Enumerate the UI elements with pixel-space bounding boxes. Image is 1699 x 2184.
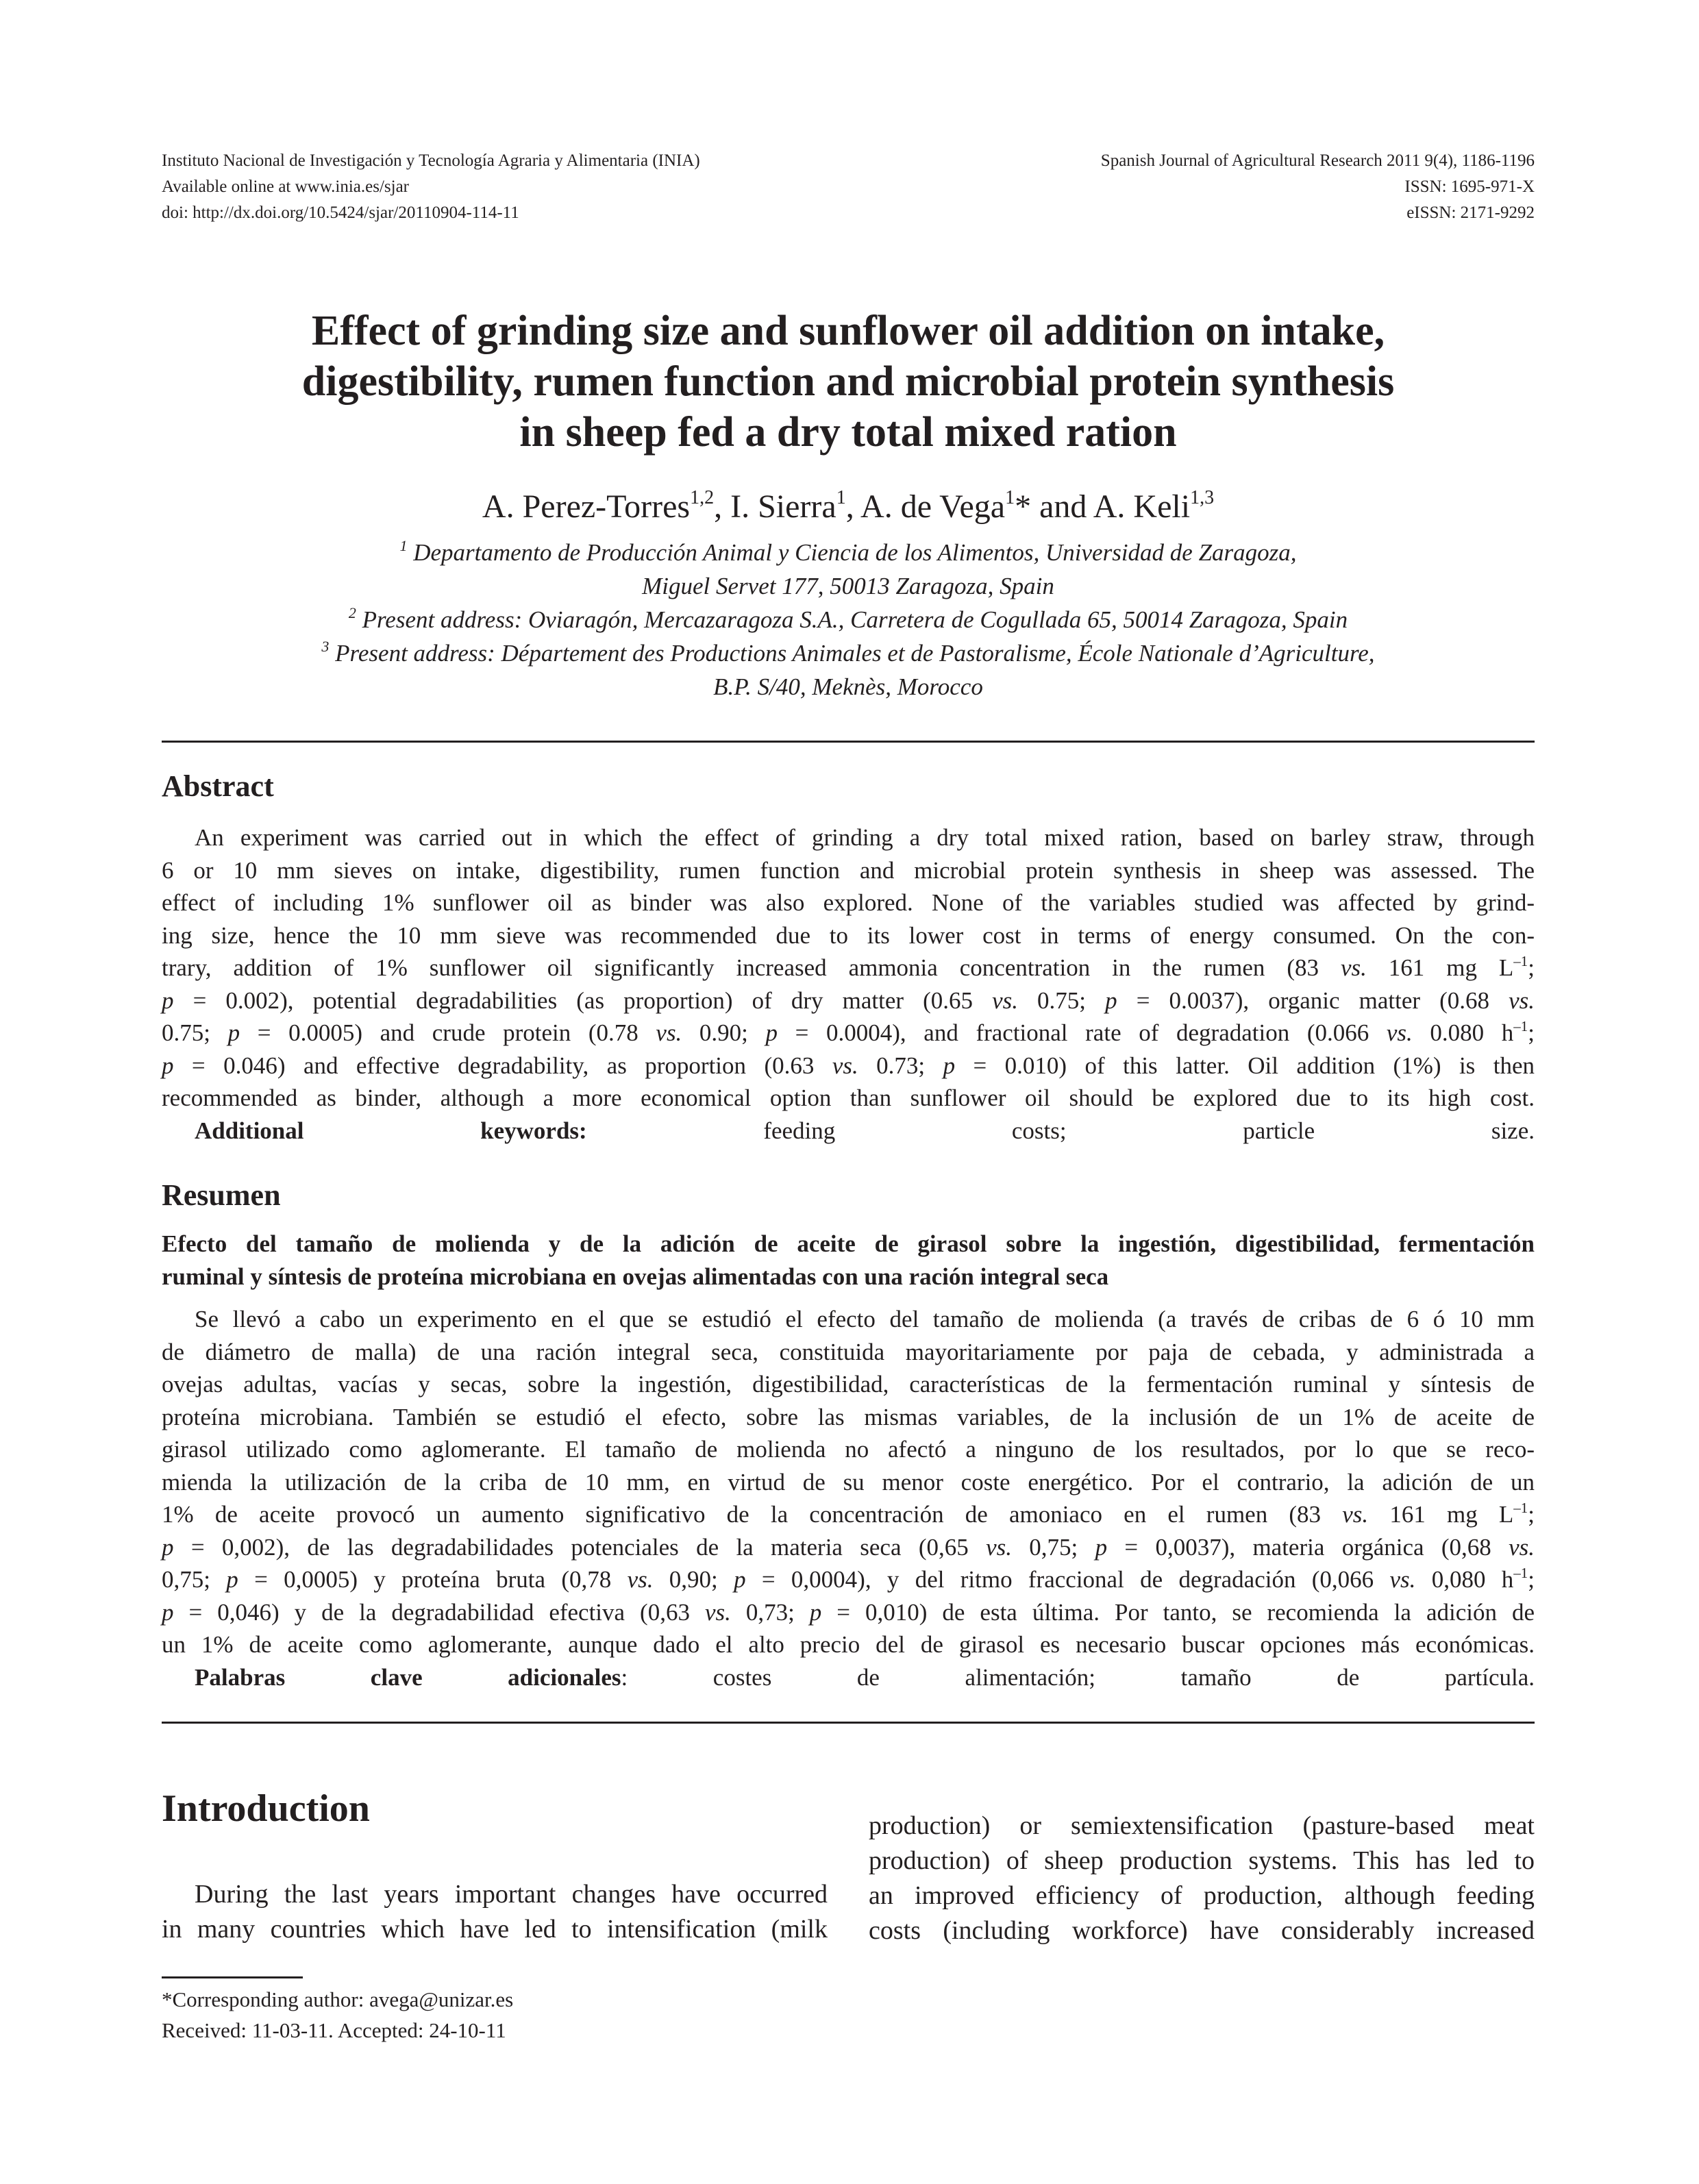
affiliation-text: B.P. S/40, Meknès, Morocco (713, 673, 983, 700)
author-name: I. Sierra (730, 488, 836, 525)
corresponding-author-mark: * (1015, 488, 1032, 525)
author-name: A. Keli (1093, 488, 1191, 525)
affiliation-number: 2 (348, 604, 356, 621)
title-line: digestibility, rumen function and microbial protein synthesis (301, 358, 1395, 405)
affiliation-number: 1 (399, 537, 408, 554)
eissn: eISSN: 2171-9292 (1406, 203, 1535, 222)
resumen-heading: Resumen (162, 1178, 281, 1212)
introduction-heading: Introduction (162, 1787, 370, 1830)
affiliation-text: Departamento de Producción Animal y Ciencia de los Alimentos, Universidad de Zaragoza, (413, 539, 1297, 566)
resumen-line: Se llevó a cabo un experimento en el que se estudió el efecto del tamaño de molienda (a través de cribas de 6 ó 10 mm (195, 1306, 1535, 1332)
resumen-line: girasol utilizado como aglomerante. El tamaño de molienda no afectó a ninguno de los resultados, por lo que se reco- (162, 1436, 1535, 1463)
resumen-keywords (162, 1661, 1535, 1694)
resumen-title (162, 1228, 1535, 1293)
doi: doi: http://dx.doi.org/10.5424/sjar/20110904-114-11 (162, 203, 519, 222)
author-separator: , (845, 488, 861, 525)
affiliation-line (162, 569, 1535, 603)
resumen-line: p = 0,002), de las degradabilidades potenciales de la materia seca (0,65 vs. 0,75; p = 0,0037), materia orgánica (0,68 vs. (162, 1533, 1535, 1561)
section-divider (162, 741, 1535, 743)
author-affiliation-ref: 1 (1005, 487, 1015, 508)
resumen-line: 1% de aceite provocó un aumento significativo de la concentración de amoniaco en el rumen (83 vs. 161 mg $L^{-1}$; (162, 1500, 1535, 1528)
affiliations (162, 536, 1535, 704)
affiliation-line (162, 636, 1535, 670)
affiliation-number: 3 (321, 638, 330, 655)
author-affiliation-ref: 1 (836, 487, 846, 508)
abstract-line: 6 or 10 mm sieves on intake, digestibility, rumen function and microbial protein synthesis in sheep was assessed. The (162, 856, 1535, 884)
keywords-text: feeding costs; particle size. (586, 1117, 1535, 1144)
abstract-line: trary, addition of 1% sunflower oil significantly increased ammonia concentration in the rumen (83 vs. 161 mg $L^{-1}$; (162, 953, 1535, 981)
resumen-line: de diámetro de malla) de una ración integral seca, constituida mayoritariamente por paja de cebada, y administrada a (162, 1338, 1535, 1365)
affiliation-line (162, 603, 1535, 636)
keywords-label: Palabras clave adicionales (195, 1663, 621, 1691)
title-line: in sheep fed a dry total mixed ration (519, 409, 1177, 456)
publisher-name: Instituto Nacional de Investigación y Tecnología Agraria y Alimentaria (INIA) (162, 151, 700, 170)
journal-info (1101, 148, 1535, 226)
resumen-line: proteína microbiana. También se estudió el efecto, sobre las mismas variables, de la inclusión de un 1% de aceite de (162, 1403, 1535, 1430)
body-line: in many countries which have led to intensification (milk (162, 1915, 828, 1944)
section-divider (162, 1722, 1535, 1724)
body-line: During the last years important changes have occurred (195, 1880, 828, 1909)
keywords-text: : costes de alimentación; tamaño de partícula. (621, 1663, 1535, 1691)
online-availability: Available online at www.inia.es/sjar (162, 177, 409, 196)
body-line: costs (including workforce) have considerably increased (869, 1916, 1535, 1945)
paper-title (162, 306, 1535, 458)
author-separator: and (1031, 488, 1093, 525)
issn: ISSN: 1695-971-X (1404, 177, 1535, 196)
footnotes (162, 1984, 513, 2046)
publisher-info (162, 148, 700, 226)
affiliation-line (162, 536, 1535, 569)
author-affiliation-ref: 1,3 (1190, 487, 1215, 508)
author-affiliation-ref: 1,2 (690, 487, 715, 508)
author-separator: , (714, 488, 731, 525)
resumen-line: mienda la utilización de la criba de 10 mm, en virtud de su menor coste energético. Por el contrario, la adición de un (162, 1468, 1535, 1496)
resumen-line: p = 0,046) y de la degradabilidad efectiva (0,63 vs. 0,73; p = 0,010) de esta última. Por tanto, se recomienda la adición de (162, 1598, 1535, 1626)
body-line: production) or semiextensification (pasture-based meat (869, 1811, 1535, 1840)
footnote-divider (162, 1976, 303, 1978)
resumen-body (162, 1303, 1535, 1693)
abstract-line: recommended as binder, although a more economical option than sunflower oil should be explored due to its high cost. (162, 1084, 1535, 1111)
corresponding-author-note: *Corresponding author: avega@unizar.es (162, 1987, 514, 2011)
body-line: an improved efficiency of production, although feeding (869, 1881, 1535, 1910)
abstract-heading: Abstract (162, 769, 274, 803)
author-list (162, 486, 1535, 528)
affiliation-text: Present address: Département des Productions Animales et de Pastoralisme, École Nationale d’Agriculture, (335, 640, 1375, 667)
resumen-line: 0,75; p = 0,0005) y proteína bruta (0,78 vs. 0,90; p = 0,0004), y del ritmo fraccional de degradación (0,066 vs. 0,080 $h^{-1}$; (162, 1565, 1535, 1593)
keywords-label: Additional keywords: (195, 1117, 587, 1144)
abstract-line: 0.75; p = 0.0005) and crude protein (0.78 vs. 0.90; p = 0.0004), and fractional rate of degradation (0.066 vs. 0.080 $h^{-1}$; (162, 1018, 1535, 1046)
title-line: Effect of grinding size and sunflower oil addition on intake, (311, 308, 1385, 354)
abstract-body (162, 821, 1535, 1147)
affiliation-line (162, 670, 1535, 704)
resumen-line: ovejas adultas, vacías y secas, sobre la ingestión, digestibilidad, características de la fermentación ruminal y síntesis de (162, 1371, 1535, 1398)
introduction-column-left (162, 1877, 828, 1947)
body-line: production) of sheep production systems. This has led to (869, 1846, 1535, 1875)
resumen-title-line: Efecto del tamaño de molienda y de la adición de aceite de girasol sobre la ingestión, digestibilidad, fermentación (162, 1230, 1535, 1257)
affiliation-text: Miguel Servet 177, 50013 Zaragoza, Spain (642, 573, 1054, 599)
abstract-line: effect of including 1% sunflower oil as binder was also explored. None of the variables studied was affected by grind- (162, 889, 1535, 916)
resumen-line: un 1% de aceite como aglomerante, aunque dado el alto precio del de girasol es necesario buscar opciones más económicas. (162, 1631, 1535, 1658)
abstract-line: An experiment was carried out in which the effect of grinding a dry total mixed ration, based on barley straw, through (195, 824, 1535, 851)
resumen-title-line: ruminal y síntesis de proteína microbiana en ovejas alimentadas con una ración integral seca (162, 1263, 1109, 1290)
abstract-keywords (162, 1115, 1535, 1147)
affiliation-text: Present address: Oviaragón, Mercazaragoza S.A., Carretera de Cogullada 65, 50014 Zaragoza, Spain (362, 606, 1348, 633)
introduction-column-right (869, 1809, 1535, 1948)
abstract-line: p = 0.046) and effective degradability, as proportion (0.63 vs. 0.73; p = 0.010) of this latter. Oil addition (1%) is then (162, 1052, 1535, 1079)
author-name: A. de Vega (860, 488, 1006, 525)
journal-citation: Spanish Journal of Agricultural Research 2011 9(4), 1186-1196 (1100, 151, 1535, 170)
abstract-line: p = 0.002), potential degradabilities (as proportion) of dry matter (0.65 vs. 0.75; p = 0.0037), organic matter (0.68 vs. (162, 986, 1535, 1014)
received-accepted-dates: Received: 11-03-11. Accepted: 24-10-11 (162, 2018, 506, 2042)
abstract-line: ing size, hence the 10 mm sieve was recommended due to its lower cost in terms of energy consumed. On the con- (162, 921, 1535, 949)
author-name: A. Perez-Torres (482, 488, 691, 525)
